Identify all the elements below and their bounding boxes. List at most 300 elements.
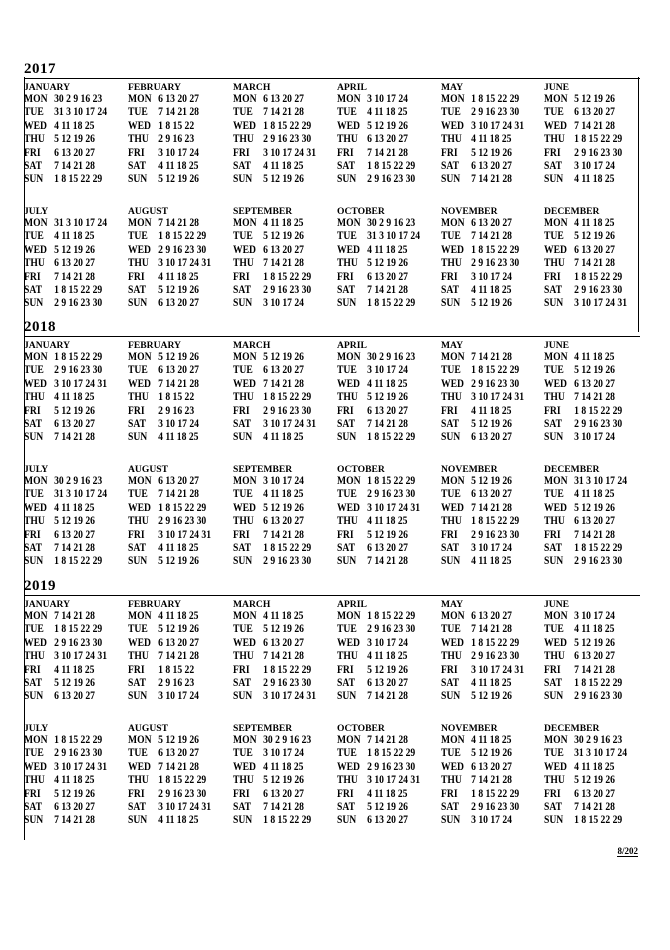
year-title: 2017 bbox=[24, 61, 56, 77]
weekday-label: MON bbox=[128, 351, 152, 363]
dates-list: 5 12 19 26 bbox=[54, 404, 95, 417]
weekday-label: THU bbox=[128, 650, 149, 663]
dates-list: 4 11 18 25 bbox=[263, 217, 304, 229]
weekday-row bbox=[24, 502, 113, 515]
month-block bbox=[544, 340, 648, 445]
weekday-row bbox=[24, 488, 113, 501]
weekday-row bbox=[128, 555, 217, 568]
dates-list: 31 3 10 17 24 bbox=[54, 106, 108, 119]
dates-list: 4 11 18 25 bbox=[367, 787, 408, 800]
dates-list: 6 13 20 27 bbox=[54, 417, 95, 430]
weekday-row bbox=[441, 515, 530, 528]
dates-list: 1 8 15 22 29 bbox=[158, 501, 207, 514]
dates-list: 6 13 20 27 bbox=[54, 146, 95, 159]
dates-list: 7 14 21 28 bbox=[54, 814, 95, 827]
dates-list: 6 13 20 27 bbox=[574, 515, 615, 528]
dates-list: 7 14 21 28 bbox=[263, 257, 304, 270]
weekday-label: THU bbox=[24, 515, 45, 528]
month-block bbox=[233, 206, 337, 311]
weekday-label: SUN bbox=[233, 555, 253, 568]
weekday-row bbox=[24, 284, 113, 297]
dates-list: 5 12 19 26 bbox=[158, 623, 199, 636]
dates-list: 3 10 17 24 31 bbox=[574, 297, 628, 310]
dates-list: 7 14 21 28 bbox=[367, 283, 408, 296]
weekday-row bbox=[337, 297, 426, 310]
weekday-label: SAT bbox=[24, 676, 43, 689]
weekday-row bbox=[441, 173, 530, 186]
month-name: FEBRUARY bbox=[128, 82, 181, 93]
weekday-row bbox=[544, 217, 633, 230]
month-block bbox=[441, 599, 545, 704]
dates-list: 6 13 20 27 bbox=[54, 800, 95, 813]
dates-list: 2 9 16 23 30 bbox=[158, 787, 207, 800]
weekday-label: SUN bbox=[233, 173, 253, 186]
dates-list: 1 8 15 22 29 bbox=[263, 119, 312, 132]
weekday-row bbox=[544, 257, 633, 270]
dates-list: 4 11 18 25 bbox=[54, 391, 95, 404]
dates-list: 6 13 20 27 bbox=[471, 610, 512, 622]
weekday-label: SUN bbox=[24, 173, 44, 186]
weekday-label: SUN bbox=[337, 431, 357, 444]
weekday-row bbox=[233, 650, 322, 663]
dates-list: 30 2 9 16 23 bbox=[54, 475, 103, 487]
dates-list: 3 10 17 24 31 bbox=[471, 119, 525, 132]
weekday-label: TUE bbox=[337, 623, 357, 636]
dates-list: 6 13 20 27 bbox=[367, 676, 408, 689]
dates-list: 7 14 21 28 bbox=[158, 106, 199, 119]
weekday-row bbox=[233, 418, 322, 431]
weekday-row bbox=[233, 391, 322, 404]
weekday-label: FRI bbox=[544, 528, 561, 541]
weekday-row bbox=[128, 271, 217, 284]
month-block bbox=[441, 82, 545, 187]
dates-list: 5 12 19 26 bbox=[367, 119, 408, 132]
weekday-row bbox=[337, 230, 426, 243]
weekday-row bbox=[128, 133, 217, 146]
weekday-row bbox=[233, 488, 322, 501]
weekday-label: MON bbox=[544, 734, 568, 746]
dates-list: 5 12 19 26 bbox=[574, 230, 615, 243]
dates-list: 3 10 17 24 bbox=[367, 93, 408, 105]
weekday-label: TUE bbox=[544, 106, 564, 119]
month-name: NOVEMBER bbox=[441, 206, 498, 217]
dates-list: 5 12 19 26 bbox=[263, 774, 304, 787]
dates-list: 4 11 18 25 bbox=[471, 283, 512, 296]
dates-list: 2 9 16 23 30 bbox=[574, 690, 623, 703]
weekday-row bbox=[24, 637, 113, 650]
dates-list: 5 12 19 26 bbox=[574, 364, 615, 377]
dates-list: 7 14 21 28 bbox=[574, 528, 615, 541]
weekday-label: THU bbox=[24, 774, 45, 787]
weekday-label: TUE bbox=[544, 230, 564, 243]
weekday-label: WED bbox=[544, 760, 567, 773]
month-block bbox=[128, 82, 232, 187]
weekday-row bbox=[24, 230, 113, 243]
dates-list: 4 11 18 25 bbox=[263, 760, 304, 773]
weekday-row bbox=[441, 230, 530, 243]
weekday-label: FRI bbox=[128, 787, 145, 800]
month-name: MAY bbox=[441, 599, 464, 610]
weekday-label: THU bbox=[128, 774, 149, 787]
month-block bbox=[441, 723, 545, 828]
weekday-label: TUE bbox=[24, 364, 44, 377]
weekday-label: FRI bbox=[24, 404, 41, 417]
weekday-row bbox=[441, 93, 530, 106]
weekday-row bbox=[233, 297, 322, 310]
month-name: MARCH bbox=[233, 599, 271, 610]
weekday-label: MON bbox=[233, 93, 257, 105]
weekday-row bbox=[233, 147, 322, 160]
dates-list: 1 8 15 22 29 bbox=[54, 173, 103, 186]
dates-list: 7 14 21 28 bbox=[158, 488, 199, 501]
dates-list: 7 14 21 28 bbox=[158, 760, 199, 773]
dates-list: 1 8 15 22 29 bbox=[471, 636, 520, 649]
weekday-row bbox=[24, 351, 113, 364]
weekday-label: SAT bbox=[24, 283, 43, 296]
dates-list: 4 11 18 25 bbox=[574, 488, 615, 501]
weekday-label: FRI bbox=[128, 663, 145, 676]
weekday-label: FRI bbox=[337, 663, 354, 676]
month-block bbox=[233, 599, 337, 704]
weekday-row bbox=[337, 610, 426, 623]
weekday-row bbox=[337, 677, 426, 690]
weekday-row bbox=[337, 650, 426, 663]
dates-list: 7 14 21 28 bbox=[263, 377, 304, 390]
weekday-label: THU bbox=[337, 391, 358, 404]
weekday-label: SAT bbox=[128, 417, 147, 430]
month-block bbox=[128, 599, 232, 704]
weekday-row bbox=[233, 378, 322, 391]
weekday-label: WED bbox=[128, 119, 151, 132]
dates-list: 4 11 18 25 bbox=[367, 515, 408, 528]
dates-list: 3 10 17 24 31 bbox=[367, 774, 421, 787]
month-name: AUGUST bbox=[128, 206, 168, 217]
weekday-row bbox=[233, 788, 322, 801]
weekday-label: FRI bbox=[441, 528, 458, 541]
dates-list: 7 14 21 28 bbox=[471, 623, 512, 636]
dates-list: 2 9 16 23 30 bbox=[263, 555, 312, 568]
weekday-label: WED bbox=[233, 760, 256, 773]
weekday-row bbox=[337, 761, 426, 774]
dates-list: 6 13 20 27 bbox=[367, 270, 408, 283]
weekday-row bbox=[441, 418, 530, 431]
dates-list: 2 9 16 23 30 bbox=[471, 800, 520, 813]
dates-list: 30 2 9 16 23 bbox=[367, 217, 416, 229]
weekday-row bbox=[544, 418, 633, 431]
dates-list: 2 9 16 23 30 bbox=[471, 377, 520, 390]
weekday-row bbox=[24, 93, 113, 106]
year-rule bbox=[24, 595, 640, 596]
weekday-label: THU bbox=[544, 391, 565, 404]
weekday-row bbox=[544, 93, 633, 106]
dates-list: 7 14 21 28 bbox=[54, 159, 95, 172]
dates-list: 7 14 21 28 bbox=[471, 351, 512, 363]
month-block bbox=[128, 723, 232, 828]
weekday-row bbox=[24, 217, 113, 230]
weekday-row bbox=[233, 761, 322, 774]
weekday-label: MON bbox=[233, 475, 257, 487]
weekday-row bbox=[128, 378, 217, 391]
weekday-label: SAT bbox=[337, 417, 356, 430]
dates-list: 3 10 17 24 bbox=[471, 541, 512, 554]
weekday-row bbox=[233, 677, 322, 690]
month-name: DECEMBER bbox=[544, 464, 600, 475]
dates-list: 7 14 21 28 bbox=[574, 663, 615, 676]
weekday-row bbox=[128, 147, 217, 160]
dates-list: 7 14 21 28 bbox=[574, 257, 615, 270]
weekday-label: SAT bbox=[441, 541, 460, 554]
weekday-row bbox=[24, 297, 113, 310]
dates-list: 3 10 17 24 31 bbox=[54, 377, 108, 390]
weekday-label: WED bbox=[233, 377, 256, 390]
weekday-row bbox=[233, 814, 322, 827]
dates-list: 1 8 15 22 29 bbox=[574, 676, 623, 689]
weekday-row bbox=[128, 364, 217, 377]
weekday-row bbox=[233, 515, 322, 528]
dates-list: 2 9 16 23 30 bbox=[574, 417, 623, 430]
dates-list: 4 11 18 25 bbox=[367, 650, 408, 663]
weekday-label: SAT bbox=[24, 800, 43, 813]
dates-list: 31 3 10 17 24 bbox=[54, 488, 108, 501]
weekday-label: SUN bbox=[128, 173, 148, 186]
weekday-label: TUE bbox=[337, 488, 357, 501]
weekday-row bbox=[544, 378, 633, 391]
month-block bbox=[337, 723, 441, 828]
weekday-label: FRI bbox=[544, 663, 561, 676]
weekday-row bbox=[441, 677, 530, 690]
dates-list: 3 10 17 24 bbox=[263, 747, 304, 760]
weekday-row bbox=[337, 257, 426, 270]
weekday-label: FRI bbox=[24, 663, 41, 676]
weekday-label: FRI bbox=[233, 663, 250, 676]
weekday-label: TUE bbox=[233, 364, 253, 377]
weekday-row bbox=[544, 106, 633, 119]
weekday-label: TUE bbox=[337, 230, 357, 243]
weekday-label: SUN bbox=[441, 690, 461, 703]
dates-list: 3 10 17 24 31 bbox=[367, 501, 421, 514]
weekday-row bbox=[233, 106, 322, 119]
dates-list: 1 8 15 22 29 bbox=[367, 475, 416, 487]
dates-list: 3 10 17 24 bbox=[574, 431, 615, 444]
dates-list: 1 8 15 22 29 bbox=[54, 623, 103, 636]
dates-list: 2 9 16 23 30 bbox=[263, 404, 312, 417]
dates-list: 1 8 15 22 29 bbox=[574, 404, 623, 417]
weekday-row bbox=[544, 297, 633, 310]
weekday-label: WED bbox=[544, 636, 567, 649]
weekday-label: FRI bbox=[441, 146, 458, 159]
weekday-label: SUN bbox=[441, 173, 461, 186]
month-name: OCTOBER bbox=[337, 206, 385, 217]
weekday-row bbox=[337, 637, 426, 650]
dates-list: 2 9 16 23 30 bbox=[54, 636, 103, 649]
dates-list: 6 13 20 27 bbox=[263, 515, 304, 528]
weekday-label: TUE bbox=[233, 623, 253, 636]
weekday-row bbox=[544, 690, 633, 703]
month-block bbox=[128, 464, 232, 569]
weekday-row bbox=[441, 788, 530, 801]
weekday-label: WED bbox=[337, 760, 360, 773]
weekday-row bbox=[544, 610, 633, 623]
weekday-label: SUN bbox=[233, 431, 253, 444]
weekday-label: THU bbox=[233, 257, 254, 270]
weekday-label: SUN bbox=[337, 297, 357, 310]
dates-list: 5 12 19 26 bbox=[263, 623, 304, 636]
dates-list: 2 9 16 23 30 bbox=[54, 297, 103, 310]
dates-list: 4 11 18 25 bbox=[263, 159, 304, 172]
month-name: JULY bbox=[24, 206, 49, 217]
weekday-label: SUN bbox=[24, 297, 44, 310]
weekday-label: FRI bbox=[24, 270, 41, 283]
dates-list: 2 9 16 23 30 bbox=[471, 650, 520, 663]
weekday-label: SAT bbox=[337, 283, 356, 296]
weekday-label: TUE bbox=[441, 230, 461, 243]
dates-list: 3 10 17 24 31 bbox=[263, 417, 317, 430]
weekday-label: TUE bbox=[337, 106, 357, 119]
weekday-label: TUE bbox=[337, 747, 357, 760]
weekday-label: SUN bbox=[441, 555, 461, 568]
weekday-label: TUE bbox=[128, 488, 148, 501]
dates-list: 31 3 10 17 24 bbox=[574, 475, 628, 487]
weekday-label: THU bbox=[233, 774, 254, 787]
weekday-label: MON bbox=[128, 734, 152, 746]
weekday-label: SAT bbox=[337, 800, 356, 813]
weekday-label: WED bbox=[337, 636, 360, 649]
weekday-label: MON bbox=[24, 93, 48, 105]
weekday-label: THU bbox=[128, 391, 149, 404]
weekday-row bbox=[337, 244, 426, 257]
dates-list: 5 12 19 26 bbox=[367, 257, 408, 270]
weekday-label: WED bbox=[24, 501, 47, 514]
weekday-label: MON bbox=[544, 217, 568, 229]
weekday-row bbox=[441, 257, 530, 270]
weekday-row bbox=[337, 364, 426, 377]
weekday-row bbox=[233, 801, 322, 814]
month-name: APRIL bbox=[337, 82, 367, 93]
weekday-row bbox=[337, 502, 426, 515]
dates-list: 5 12 19 26 bbox=[158, 734, 199, 746]
year-rule bbox=[24, 336, 640, 337]
dates-list: 1 8 15 22 29 bbox=[158, 230, 207, 243]
dates-list: 2 9 16 23 30 bbox=[263, 133, 312, 146]
weekday-row bbox=[233, 475, 322, 488]
weekday-label: MON bbox=[233, 351, 257, 363]
weekday-label: SAT bbox=[544, 676, 563, 689]
weekday-label: MON bbox=[337, 351, 361, 363]
dates-list: 7 14 21 28 bbox=[367, 146, 408, 159]
dates-list: 2 9 16 23 30 bbox=[471, 106, 520, 119]
dates-list: 5 12 19 26 bbox=[367, 391, 408, 404]
dates-list: 7 14 21 28 bbox=[574, 800, 615, 813]
weekday-row bbox=[337, 133, 426, 146]
weekday-label: THU bbox=[233, 391, 254, 404]
weekday-label: SAT bbox=[233, 541, 252, 554]
weekday-row bbox=[441, 217, 530, 230]
weekday-label: THU bbox=[441, 133, 462, 146]
month-block bbox=[441, 206, 545, 311]
month-name: MAY bbox=[441, 340, 464, 351]
weekday-label: TUE bbox=[128, 747, 148, 760]
weekday-label: THU bbox=[24, 133, 45, 146]
dates-list: 3 10 17 24 31 bbox=[54, 760, 108, 773]
dates-list: 6 13 20 27 bbox=[574, 377, 615, 390]
weekday-label: SAT bbox=[233, 283, 252, 296]
weekday-label: MON bbox=[24, 217, 48, 229]
weekday-row bbox=[337, 814, 426, 827]
weekday-row bbox=[24, 160, 113, 173]
weekday-row bbox=[441, 690, 530, 703]
dates-list: 5 12 19 26 bbox=[574, 93, 615, 105]
weekday-row bbox=[544, 788, 633, 801]
weekday-label: TUE bbox=[24, 106, 44, 119]
year-title: 2018 bbox=[24, 319, 56, 335]
weekday-label: WED bbox=[233, 243, 256, 256]
month-name: DECEMBER bbox=[544, 723, 600, 734]
month-name: JULY bbox=[24, 464, 49, 475]
dates-list: 2 9 16 23 30 bbox=[574, 555, 623, 568]
weekday-row bbox=[337, 391, 426, 404]
weekday-label: SUN bbox=[544, 431, 564, 444]
weekday-row bbox=[544, 271, 633, 284]
weekday-label: MON bbox=[24, 610, 48, 622]
weekday-label: FRI bbox=[233, 146, 250, 159]
dates-list: 3 10 17 24 bbox=[263, 297, 304, 310]
weekday-label: WED bbox=[441, 243, 464, 256]
weekday-label: SUN bbox=[337, 555, 357, 568]
weekday-label: MON bbox=[441, 217, 465, 229]
weekday-label: FRI bbox=[441, 270, 458, 283]
weekday-row bbox=[128, 160, 217, 173]
weekday-label: SUN bbox=[233, 814, 253, 827]
dates-list: 3 10 17 24 bbox=[158, 417, 199, 430]
dates-list: 7 14 21 28 bbox=[158, 217, 199, 229]
weekday-row bbox=[441, 650, 530, 663]
dates-list: 3 10 17 24 31 bbox=[158, 528, 212, 541]
dates-list: 4 11 18 25 bbox=[367, 106, 408, 119]
weekday-label: SAT bbox=[441, 159, 460, 172]
dates-list: 7 14 21 28 bbox=[471, 230, 512, 243]
weekday-label: MON bbox=[233, 610, 257, 622]
weekday-label: FRI bbox=[24, 787, 41, 800]
dates-list: 31 3 10 17 24 bbox=[54, 217, 108, 229]
dates-list: 7 14 21 28 bbox=[54, 431, 95, 444]
weekday-label: WED bbox=[544, 377, 567, 390]
dates-list: 4 11 18 25 bbox=[54, 663, 95, 676]
weekday-row bbox=[337, 351, 426, 364]
weekday-row bbox=[233, 664, 322, 677]
dates-list: 2 9 16 23 bbox=[158, 133, 195, 146]
weekday-label: WED bbox=[233, 501, 256, 514]
dates-list: 2 9 16 23 30 bbox=[263, 283, 312, 296]
weekday-row bbox=[24, 814, 113, 827]
weekday-label: MON bbox=[128, 217, 152, 229]
weekday-row bbox=[233, 690, 322, 703]
weekday-row bbox=[128, 230, 217, 243]
weekday-label: MON bbox=[233, 734, 257, 746]
weekday-label: SAT bbox=[337, 159, 356, 172]
weekday-label: FRI bbox=[233, 528, 250, 541]
dates-list: 7 14 21 28 bbox=[158, 377, 199, 390]
weekday-row bbox=[233, 431, 322, 444]
dates-list: 6 13 20 27 bbox=[574, 787, 615, 800]
weekday-label: SUN bbox=[24, 431, 44, 444]
weekday-label: WED bbox=[544, 501, 567, 514]
dates-list: 5 12 19 26 bbox=[54, 515, 95, 528]
weekday-label: TUE bbox=[233, 106, 253, 119]
weekday-row bbox=[337, 747, 426, 760]
weekday-row bbox=[544, 747, 633, 760]
weekday-row bbox=[544, 120, 633, 133]
dates-list: 1 8 15 22 29 bbox=[367, 159, 416, 172]
